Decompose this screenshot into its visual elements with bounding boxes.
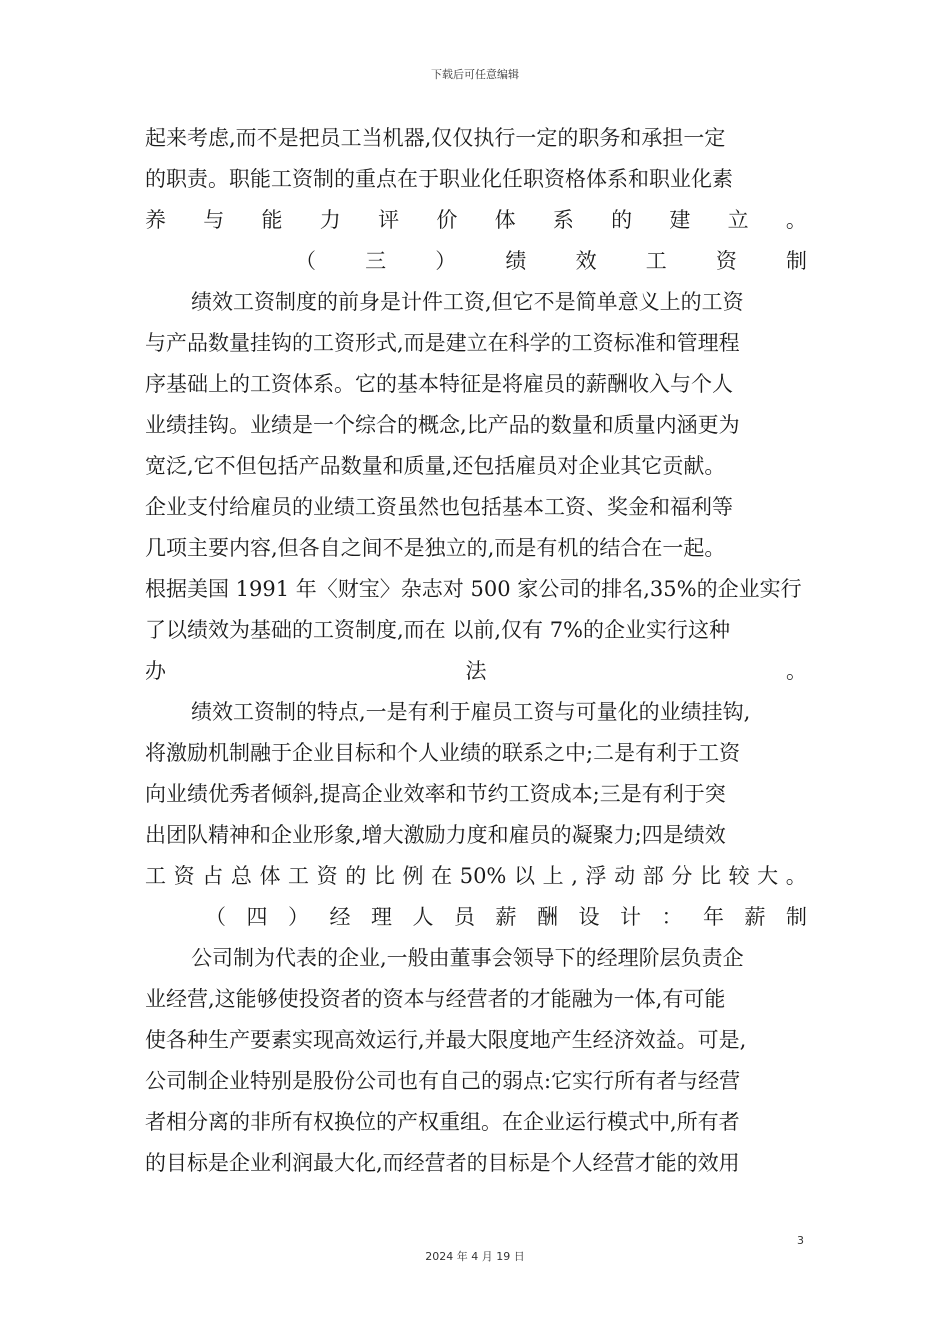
text-line: 绩效工资制度的前身是计件工资,但它不是简单意义上的工资 [191, 290, 744, 314]
text-line: 办 法 。 [145, 659, 807, 683]
text-line: 企业支付给雇员的业绩工资虽然也包括基本工资、奖金和福利等 [145, 495, 733, 519]
text-line: 的目标是企业利润最大化,而经营者的目标是个人经营才能的效用 [145, 1151, 740, 1175]
text-line: 工 资 占 总 体 工 资 的 比 例 在 50% 以 上 , 浮 动 部 分 比 较 大 。 [145, 864, 807, 888]
text-line: 业经营,这能够使投资者的资本与经营者的才能融为一体,有可能 [145, 987, 726, 1011]
text-line: 向业绩优秀者倾斜,提高企业效率和节约工资成本;三是有利于突 [145, 782, 726, 806]
text-line: 者相分离的非所有权换位的产权重组。在企业运行模式中,所有者 [145, 1110, 740, 1134]
page-header: 下载后可任意编辑 [431, 68, 519, 81]
text-line: 的职责。职能工资制的重点在于职业化任职资格体系和职业化素 [145, 167, 733, 191]
text-line: 与产品数量挂钩的工资形式,而是建立在科学的工资标准和管理程 [145, 331, 740, 355]
page-footer-date: 2024 年 4 月 19 日 [425, 1250, 525, 1263]
text-line: 业绩挂钩。业绩是一个综合的概念,比产品的数量和质量内涵更为 [145, 413, 740, 437]
page-number: 3 [797, 1234, 804, 1247]
text-line: 了以绩效为基础的工资制度,而在 以前,仅有 7%的企业实行这种 [145, 618, 731, 642]
text-line: 起来考虑,而不是把员工当机器,仅仅执行一定的职务和承担一定 [145, 126, 726, 150]
text-line: 将激励机制融于企业目标和个人业绩的联系之中;二是有利于工资 [145, 741, 741, 765]
text-line: 绩效工资制的特点,一是有利于雇员工资与可量化的业绩挂钩, [191, 700, 751, 724]
text-line: 序基础上的工资体系。它的基本特征是将雇员的薪酬收入与个人 [145, 372, 733, 396]
document-body [145, 118, 807, 1184]
text-line: 使各种生产要素实现高效运行,并最大限度地产生经济效益。可是, [145, 1028, 747, 1052]
text-line: 宽泛,它不但包括产品数量和质量,还包括雇员对企业其它贡献。 [145, 454, 726, 478]
text-line: 公司制企业特别是股份公司也有自己的弱点:它实行所有者与经营 [145, 1069, 741, 1093]
text-line: 几项主要内容,但各自之间不是独立的,而是有机的结合在一起。 [145, 536, 726, 560]
text-line: 根据美国 1991 年〈财宝〉杂志对 500 家公司的排名,35%的企业实行 [145, 577, 802, 601]
text-line: 公司制为代表的企业,一般由董事会领导下的经理阶层负责企 [191, 946, 744, 970]
text-line: 养 与 能 力 评 价 体 系 的 建 立 。 [145, 208, 807, 232]
text-line: 出团队精神和企业形象,增大激励力度和雇员的凝聚力;四是绩效 [145, 823, 726, 847]
text-line: （ 四 ） 经 理 人 员 薪 酬 设 计 ： 年 薪 制 [205, 905, 807, 929]
text-line: （ 三 ） 绩 效 工 资 制 [295, 249, 807, 273]
